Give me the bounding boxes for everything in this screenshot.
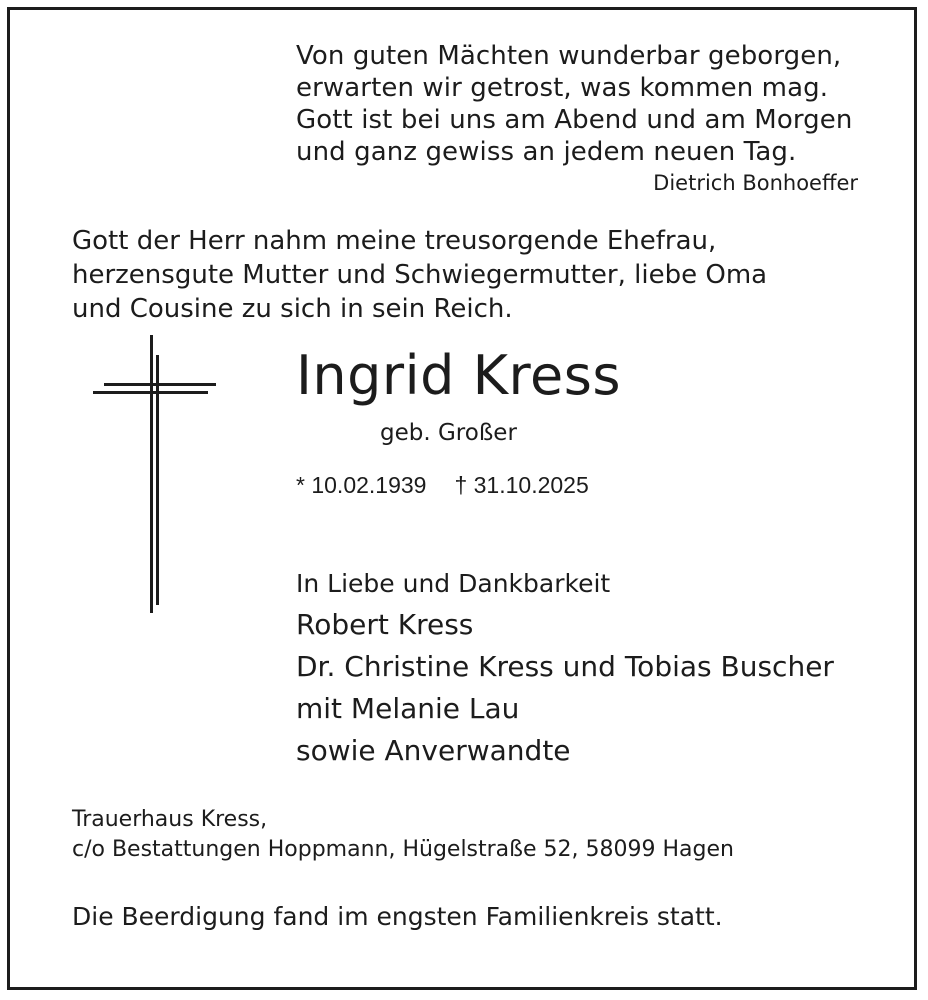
poem-line: Von guten Mächten wunderbar geborgen,: [296, 41, 842, 71]
deceased-name: Ingrid Kress: [296, 344, 621, 407]
intro-text: [72, 224, 767, 326]
maiden-name: geb. Großer: [380, 420, 517, 446]
funeral-note: Die Beerdigung fand im engsten Familienkreis statt.: [72, 902, 723, 931]
life-dates: [296, 470, 589, 500]
intro-line: und Cousine zu sich in sein Reich.: [72, 294, 513, 324]
birth-date: * 10.02.1939: [296, 472, 427, 498]
poem-line: und ganz gewiss an jedem neuen Tag.: [296, 137, 797, 167]
mourning-address: [72, 805, 734, 865]
poem-line: Gott ist bei uns am Abend und am Morgen: [296, 105, 853, 135]
mourners-list: [296, 604, 834, 772]
mourners-intro: In Liebe und Dankbarkeit: [296, 569, 611, 598]
cross-icon: [90, 335, 220, 615]
intro-line: herzensgute Mutter und Schwiegermutter, liebe Oma: [72, 260, 768, 290]
address-line: c/o Bestattungen Hoppmann, Hügelstraße 52, 58099 Hagen: [72, 837, 734, 862]
poem-line: erwarten wir getrost, was kommen mag.: [296, 73, 829, 103]
poem: [296, 40, 852, 168]
death-date: † 31.10.2025: [454, 472, 589, 498]
intro-line: Gott der Herr nahm meine treusorgende Ehefrau,: [72, 226, 717, 256]
mourner-line: mit Melanie Lau: [296, 692, 520, 725]
mourner-line: sowie Anverwandte: [296, 734, 571, 767]
mourner-line: Dr. Christine Kress und Tobias Buscher: [296, 650, 834, 683]
mourner-line: Robert Kress: [296, 608, 474, 641]
address-line: Trauerhaus Kress,: [72, 807, 268, 832]
poem-author: Dietrich Bonhoeffer: [653, 171, 858, 195]
